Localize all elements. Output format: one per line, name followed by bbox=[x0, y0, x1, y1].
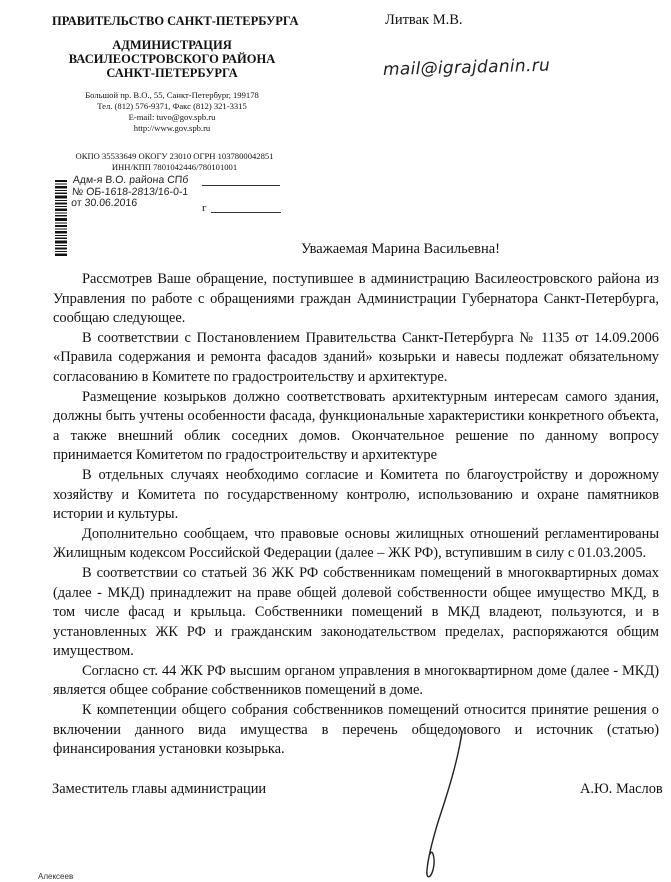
handwritten-signature bbox=[400, 730, 480, 882]
address: Большой пр. В.О., 55, Санкт-Петербург, 199178 bbox=[85, 90, 259, 100]
number-mark: г bbox=[202, 202, 207, 214]
admin-line-1: АДМИНИСТРАЦИЯ bbox=[112, 38, 232, 52]
stamp-line-2: № ОБ-1618-2813/16-0-1 bbox=[71, 185, 189, 198]
codes-line-1: ОКПО 35533649 ОКОГУ 23010 ОГРН 1037800042851 bbox=[75, 151, 274, 161]
codes-line-2: ИНН/КПП 7801042446/780101001 bbox=[111, 162, 238, 172]
email: E-mail: tuvo@gov.spb.ru bbox=[128, 112, 216, 122]
paragraph: Размещение козырьков должно соответствовать архитектурным интересам самого здания, должны быть учтены особенности фасада, функциональные характеристики конкретного объекта, а также внешний облик соседних домов. Окончательное решение по данному вопросу принимается Комитетом по градостроительству и архитектуре bbox=[53, 388, 659, 464]
recipient-name: Литвак М.В. bbox=[385, 12, 463, 28]
contact-block bbox=[52, 90, 292, 134]
paragraph: В соответствии со статьей 36 ЖК РФ собственникам помещений в многоквартирных домах (далее - МКД) принадлежит на праве общей долевой собственности общее имущество МКД, в том числе фасад и крыльца. Собственники помещений в МКД владеют, пользуются, и в установленных ЖК РФ и гражданским законодательством пределах, распоряжаются общим имуществом. bbox=[53, 564, 659, 660]
date-blank-line bbox=[202, 185, 280, 186]
signatory-name: А.Ю. Маслов bbox=[580, 781, 663, 797]
admin-line-2: ВАСИЛЕОСТРОВСКОГО РАЙОНА bbox=[68, 52, 276, 66]
paragraph: В соответствии с Постановлением Правительства Санкт-Петербурга № 1135 от 14.09.2006 «Правила содержания и ремонта фасадов зданий» козырьки и навесы подлежат обязательному согласованию в Комитете по градостроительству и архитектуре. bbox=[53, 329, 659, 385]
admin-line-3: САНКТ-ПЕТЕРБУРГА bbox=[106, 66, 238, 80]
phone-fax: Тел. (812) 576-9371, Факс (812) 321-3315 bbox=[97, 101, 247, 111]
salutation: Уважаемая Марина Васильевна! bbox=[300, 241, 501, 257]
handwritten-email: mail@igrajdanin.ru bbox=[382, 55, 551, 80]
website: http://www.gov.spb.ru bbox=[133, 123, 211, 133]
executor-name: Алексеев bbox=[38, 872, 74, 881]
registration-codes bbox=[52, 151, 297, 173]
paragraph: К компетенции общего собрания собственников помещений относится принятие решения о включении данного вида имущества в перечень общедомового и источник (статью) финансирования установки козырька. bbox=[53, 702, 659, 758]
letter-body bbox=[53, 270, 659, 760]
paragraph: Рассмотрев Ваше обращение, поступившее в администрацию Василеостровского района из Управления по работе с обращениями граждан Администрации Губернатора Санкт-Петербурга, сообщаю следующее. bbox=[53, 271, 659, 327]
stamp-line-1: Адм-я В.О. района СПб bbox=[72, 174, 189, 186]
stamp-line-3: от 30.06.2016 bbox=[70, 197, 138, 209]
government-name: ПРАВИТЕЛЬСТВО САНКТ-ПЕТЕРБУРГА bbox=[52, 14, 299, 28]
paragraph: Согласно ст. 44 ЖК РФ высшим органом управления в многоквартирном доме (далее - МКД) является общее собрание собственников помещений в доме. bbox=[53, 662, 659, 699]
paragraph: Дополнительно сообщаем, что правовые основы жилищных отношений регламентированы Жилищным кодексом Российской Федерации (далее – ЖК РФ), вступившим в силу с 01.03.2005. bbox=[53, 525, 659, 562]
administration-name bbox=[52, 38, 292, 80]
number-blank-line bbox=[211, 212, 281, 213]
signatory-title: Заместитель главы администрации bbox=[52, 781, 267, 797]
registration-stamp bbox=[71, 175, 190, 210]
paragraph: В отдельных случаях необходимо согласие и Комитета по благоустройству и дорожному хозяйству и Комитета по государственному контролю, использованию и охране памятников истории и культуры. bbox=[53, 466, 659, 523]
